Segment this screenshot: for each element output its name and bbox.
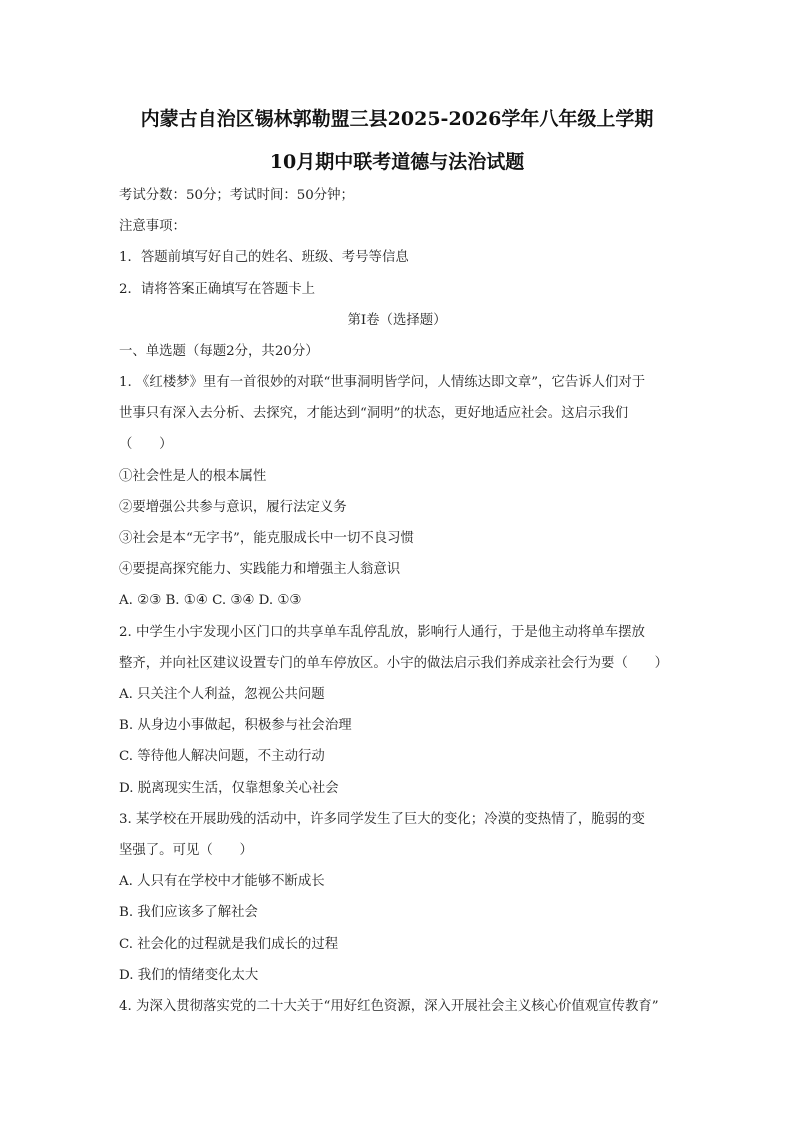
volume-title: 第I卷（选择题） xyxy=(347,313,447,328)
q2-option-b: B. 从身边小事做起，积极参与社会治理 xyxy=(119,718,352,733)
q4-stem-line1: 4. 为深入贯彻落实党的二十大关于“用好红色资源，深入开展社会主义核心价值观宣传教育” xyxy=(119,999,659,1014)
q2-stem-line2: 整齐，并向社区建议设置专门的单车停放区。小宇的做法启示我们养成亲社会行为要（ ） xyxy=(119,656,669,671)
q3-option-c: C. 社会化的过程就是我们成长的过程 xyxy=(119,937,339,952)
q3-option-a: A. 人只有在学校中才能够不断成长 xyxy=(119,874,325,889)
exam-title-line2: 10月期中联考道德与法治试题 xyxy=(269,151,525,173)
q2-stem-line1: 2. 中学生小宇发现小区门口的共享单车乱停乱放，影响行人通行，于是他主动将单车摆放 xyxy=(119,625,645,640)
exam-title-line1: 内蒙古自治区锡林郭勒盟三县2025-2026学年八年级上学期 xyxy=(140,108,654,130)
q1-item-4: ④要提高探究能力、实践能力和增强主人翁意识 xyxy=(119,562,401,577)
part-title: 一、单选题（每题2分，共20分） xyxy=(119,344,319,359)
q1-options: A. ②③ B. ①④ C. ③④ D. ①③ xyxy=(119,593,302,608)
q3-option-b: B. 我们应该多了解社会 xyxy=(119,905,258,920)
q1-stem-line3: （ ） xyxy=(119,437,173,452)
q1-item-3: ③社会是本“无字书”，能克服成长中一切不良习惯 xyxy=(119,531,414,546)
q2-option-d: D. 脱离现实生活，仅靠想象关心社会 xyxy=(119,781,339,796)
q2-option-c: C. 等待他人解决问题，不主动行动 xyxy=(119,749,325,764)
q1-item-1: ①社会性是人的根本属性 xyxy=(119,469,267,484)
q1-stem-line2: 世事只有深入去分析、去探究，才能达到“洞明”的状态，更好地适应社会。这启示我们 xyxy=(119,406,629,421)
notes-heading: 注意事项： xyxy=(119,219,186,234)
note-1: 1．答题前填写好自己的姓名、班级、考号等信息 xyxy=(119,250,409,265)
q3-stem-line1: 3. 某学校在开展助残的活动中，许多同学发生了巨大的变化；冷漠的变热情了，脆弱的变 xyxy=(119,812,645,827)
note-2: 2．请将答案正确填写在答题卡上 xyxy=(119,282,315,297)
exam-info: 考试分数：50分；考试时间：50分钟； xyxy=(119,188,354,203)
q3-stem-line2: 坚强了。可见（ ） xyxy=(119,843,253,858)
q1-stem-line1: 1. 《红楼梦》里有一首很妙的对联“世事洞明皆学问，人情练达即文章”，它告诉人们对于 xyxy=(119,375,646,390)
q3-option-d: D. 我们的情绪变化太大 xyxy=(119,968,259,983)
q1-item-2: ②要增强公共参与意识，履行法定义务 xyxy=(119,500,347,515)
q2-option-a: A. 只关注个人利益，忽视公共问题 xyxy=(119,687,325,702)
